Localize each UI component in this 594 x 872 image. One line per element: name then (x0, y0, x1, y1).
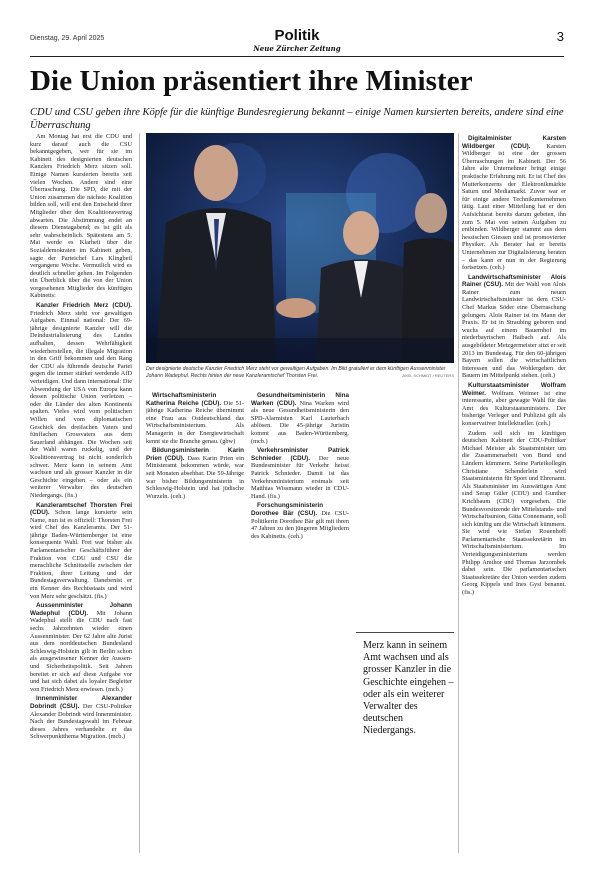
text-column-5 (462, 133, 566, 853)
section-baer (251, 502, 349, 540)
section-text: Der neue Bundesminister für Verkehr heisst Patrick Schnieder. Damit ist das Verkehrsministerium erstmals seit Matthias Wissmann wieder in CDU-Hand. (fis.) (251, 454, 349, 500)
pull-quote: Merz kann in seinem Amt wachsen und als grosser Kanzler in die Geschichte eingehen – oder als ein weiterer Verwalter des deutschen Niedergangs. (363, 640, 454, 737)
section-frei (30, 502, 132, 601)
section-heading: Landwirtschaftsminister Alois Rainer (CSU). (462, 273, 566, 289)
column-rule (458, 133, 459, 853)
staatsminister-paragraph: Zudem soll sich im künftigen deutschen Kabinett der CDU-Politiker Michael Meister als Staatsminister um die Zusammenarbeit von Bund und Ländern kümmern. Seine Parteikollegin Christiane Schenderlein wird Staatsministerin für Sport und Ehrenamt. Als Staatsminister im Auswärtigen Amt sind Serap Güler (CDU) und Gunther Krichbaum (CDU) vorgesehen. Die Bundesvorsitzende der Mittelstands- und Wirtschaftsunion, Gitta Connemann, soll sich künftig um die Wirtschaft kümmern. Sie wird wie Stefan Rouenhoff Parlamentarische Staatssekretärin im Wirtschaftsministerium. Im Verteidigungsministerium werden Philipp Amthor und Thomas Jarzombek dabei sein. Die parlamentarischen Staatssekretäre der Union werden zudem Georg Kippels und Ines Gysi benannt. (fis.) (462, 429, 566, 597)
section-merz (30, 302, 132, 499)
news-photo (146, 133, 454, 363)
section-heading: Kanzler Friedrich Merz (CDU). (36, 302, 132, 310)
headline: Die Union präsentiert ihre Minister (30, 65, 473, 97)
section-text: Dass Karin Prien ein Ministeramt bekommen würde, war seit Monaten absehbar. Die 59-Jährige war bisher Bildungsministerin in Schleswig-Holstein und hat jüdische Wurzeln. (ceh.) (146, 454, 244, 500)
section-heading: Aussenminister Johann Wadephul (CDU). (30, 602, 132, 617)
section-weimer (462, 382, 566, 428)
section-warken (251, 392, 349, 445)
section-text: Mit Johann Wadephul stellt die CDU nach fast sechs Jahrzehnten wieder einen Aussenminister. Der 62 Jahre alte Jurist aus dem norddeutschen Bundesland Schleswig-Holstein gilt in Berlin schon als ausgewiesener Kenner der Aussen- und Sicherheitspolitik. Seit Jahren bereitet er sich auf diese Aufgabe vor und hat sich dabei als loyaler Begleiter von Friedrich Merz erwiesen. (mcb.) (30, 609, 132, 693)
section-heading: Verkehrsminister Patrick Schnieder (CDU). (251, 447, 349, 462)
section-heading: Innenminister Alexander Dobrindt (CSU). (30, 695, 132, 710)
text-column-2 (146, 390, 244, 855)
deck: CDU und CSU geben ihre Köpfe für die künftige Bundesregierung bekannt – einige Namen kursierten bereits, andere sind eine Überraschung (30, 107, 564, 131)
photo-credit: AXEL SCHMIDT / REUTERS (402, 373, 454, 378)
section-text: Schon lange kursierte sein Name, nun ist es offiziell: Thorsten Frei wird Chef des Kanzleramts. Der 51-jährige Baden-Württemberger ist eine konsequente Wahl. Frei war bisher als Parlamentarischer Geschäftsführer der Fraktion von CDU und CSU die menschliche Schnittstelle zwischen der Fraktion, ihrer Leitung und der Bundestagsverwaltung. Danebenist er ein Kenner des Rechtsstaats und wird von Merz sehr geschätzt. (fis.) (30, 509, 132, 600)
text-column-1 (30, 133, 132, 853)
section-reiche (146, 392, 244, 445)
section-heading: Wirtschaftsministerin Katherina Reiche (CDU). (146, 392, 222, 407)
header-rule (30, 56, 564, 57)
section-text: Die 51-jährige Katherina Reiche übernimmt eine Frau aus Ostdeutschland das Wirtschaftsministerium. Als Managerin in der Energiewirtschaft kennt sie die Branche genau. (gbw) (146, 399, 244, 445)
column-rule (139, 133, 140, 853)
section-heading: Forschungsministerin Dorothee Bär (CSU). (251, 502, 324, 517)
page-number: 3 (556, 29, 564, 44)
section-text: Wolfram Weimer ist eine interessante, aber gewagte Wahl für das Amt des Kulturstaatsministers. Der bisherige Verleger und Publizist gilt als konservativer Intellektueller. (ceh.) (462, 389, 566, 427)
photo-caption: Der designierte deutsche Kanzler Friedrich Merz steht vor gewaltigen Aufgaben. Im Bild gratuliert er dem künftigen Aussenminister Johann Wadephul. Rechts hinten der neue Kanzleramtschef Thorsten Frei. (146, 366, 446, 379)
pull-quote-rule (356, 632, 454, 633)
section-heading: Kulturstaatsminister Wolfram Weimer. (462, 382, 566, 397)
section-prien (146, 447, 244, 500)
section-text: Karsten Wildberger ist eine der grossen Überraschungen im Kabinett. Der 56 Jahre alte Unternehmer bringt einige praktische Erfahrung mit. Er ist Chef des Mutterkonzerns der Elektronikmärkte Saturn und Mediamarkt. Zuvor war er für einige andere Technikunternehmen tätig. Laut einer Mitteilung hat er den Aufsichtsrat bereits darum gebeten, ihn zum 5. Mai von seinen Aufgaben zu entbinden. Wildberger stammt aus dem hessischen Giessen und ist promovierter Physiker. Als Berater hat er bereits Unternehmen zur Digitalisierung beraten – das kann er nun in der Regierung fortsetzen. (ceh.) (462, 142, 566, 272)
section-wadephul (30, 602, 132, 693)
photo-illustration (146, 133, 454, 363)
intro-paragraph: Am Montag hat erst die CDU und kurz darauf auch die CSU bekanntgegeben, wer für sie im Kabinett des designierten deutschen Kanzlers Friedrich Merz sitzen soll. Einige Namen kursierten bereits seit vielen Wochen. Andere sind eine Überraschung. Die SPD, die mit der Union zusammen die nächste Koalition bilden soll, will erst den Entscheid ihrer Mitglieder über den Koalitionsvertrag abwarten. Die Abstimmung endet an diesem Dienstagabend; es ist gilt als sehr wahrscheinlich. Spätestens am 5. Mai werde es Klarheit über die Sozialdemokraten im Kabinett geben, sagte der Parteichef Lars Klingbeil vergangene Woche. Vermutlich wird es deutlich schneller gehen. Im Folgenden ein Überblick über die von der Union vorgesehenen Mitglieder des künftigen Kabinetts: (30, 133, 132, 300)
section-heading: Digitalminister Karsten Wildberger (CDU). (462, 135, 566, 150)
text-column-4 (356, 390, 454, 625)
section-text: Mit der Wahl von Alois Rainer zum neuen Landwirtschaftsminister ist dem CSU-Chef Markus Söder eine Überraschung gelungen. Alois Rainer ist im Mann der Praxis. Er ist in Straubing geboren und wuchs auf einem Bauernhof im niederbayrischen Haibach auf. Als ausgebildeter Metzgermeister sitzt er seit 2013 im Bundestag. Für den 60-jährigen Bayern sollen die wirtschaftlichen Interessen und das Wohlergehen der Bauern im Mittelpunkt stehen. (ceh.) (462, 281, 566, 380)
section-title: Politik (274, 27, 320, 44)
page-date: Dienstag, 29. April 2025 (30, 35, 105, 42)
newspaper-name: Neue Zürcher Zeitung (253, 44, 341, 53)
section-text: Die CSU-Politikerin Dorothee Bär gilt mit ihren 47 Jahren zu den jüngeren Mitgliedern des Kabinetts. (ceh.) (251, 509, 349, 540)
section-rainer (462, 274, 566, 380)
section-dobrindt (30, 695, 132, 741)
section-wildberger (462, 135, 566, 272)
section-text: Der CSU-Politiker Alexander Dobrindt wird Innenminister. Nach der Bundestagswahl im Februar dieses Jahres verhandelte er das Schwerpunktthema Migration. (mcb.) (30, 702, 132, 741)
section-text: Friedrich Merz steht vor gewaltigen Aufgaben. Einmal national: Der 69-jährige designierte Kanzler will die Deindustrialisierung des Landes aufhalten, dessen Wehrfähigkeit wiederherstellen, die illegale Migration in den Griff bekommen und den Rang der CDU als führende deutsche Partei gegen die immer stärker werdende AfD verteidigen. Und dann international: Die Abwendung der USA von Europa kann dessen politische Union verletzen – oder die Länder des alten Kontinents spalten. Vieles wird vom politischen Willen und vom diplomatischen Geschick des dreifachen Vaters und fünffachen Grossvaters aus dem Sauerland abhängen. Die Wochen seit der Wahl waren ruckelig, und der Koalitionsvertrag ist nicht sonderlich schwer. Merz kann in seinem Amt wachsen und als grosser Kanzler in die Geschichte eingehen – oder als ein weiterer Verwalter des deutschen Niedergangs. (fis.) (30, 309, 132, 499)
section-schnieder (251, 447, 349, 500)
text-column-3 (251, 390, 349, 855)
section-heading: Kanzleramtschef Thorsten Frei (CDU). (30, 501, 132, 517)
section-text: Nina Warken wird als neue Gesundheitsministerin den SPD-Alarmisten Karl Lauterbach ablösen. Die 45-jährige Juristin kommt aus Baden-Württemberg. (mcb.) (251, 399, 349, 445)
section-heading: Bildungsministerin Karin Prien (CDU). (146, 447, 244, 462)
section-heading: Gesundheitsministerin Nina Warken (CDU). (251, 392, 349, 407)
